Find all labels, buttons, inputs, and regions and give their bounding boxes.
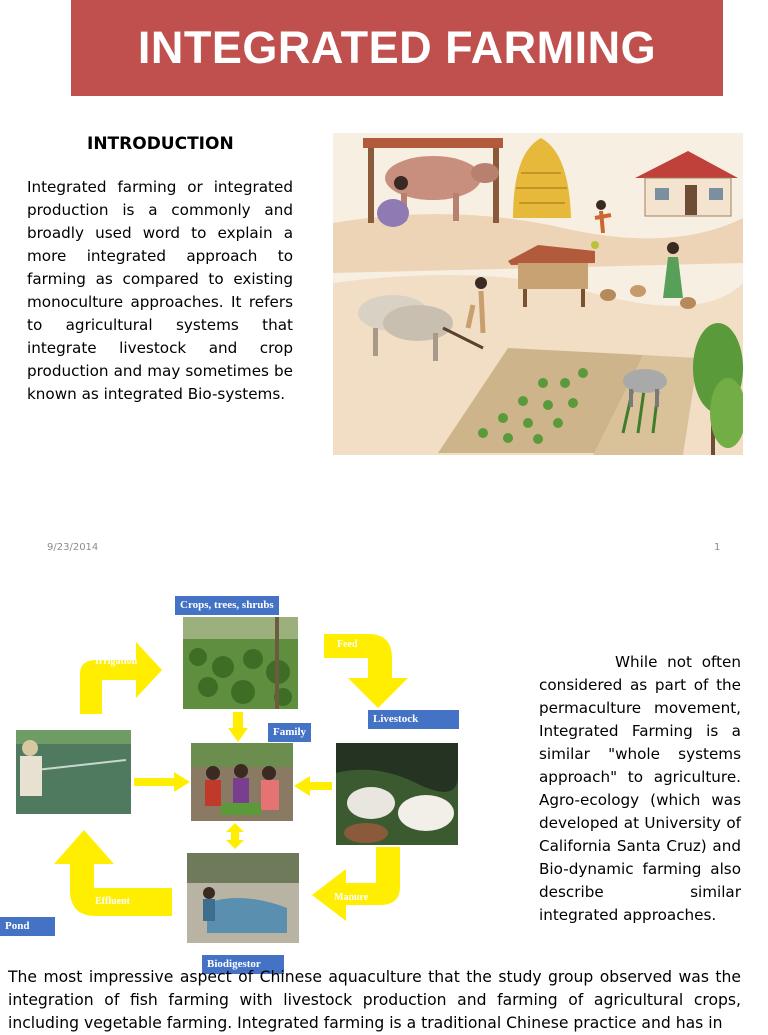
feed-arrow (322, 630, 412, 710)
side-paragraph-text: While not often considered as part of the permaculture movement, Integrated Farming is a similar "whole systems approach" to agriculture. Agro-ecology (which was developed at University of California Santa Cruz) and Bio-dynamic farming also describe similar integrated approaches. (539, 653, 741, 924)
family-photo (191, 743, 293, 821)
village-illustration (333, 133, 743, 455)
manure-arrow (310, 845, 405, 925)
farming-cycle-diagram (0, 590, 470, 980)
crops-tag: Crops, trees, shrubs (175, 596, 279, 615)
irrigation-arrow (76, 638, 166, 718)
crops-photo (183, 617, 298, 709)
feed-label: Feed (337, 639, 358, 650)
pond-tag: Pond (0, 917, 55, 936)
page-title: INTEGRATED FARMING (137, 22, 657, 73)
title-banner (71, 0, 723, 96)
manure-label: Manure (334, 892, 369, 903)
footer-page-number: 1 (714, 542, 721, 553)
biodigestor-photo (187, 853, 299, 943)
effluent-label: Effluent (95, 896, 130, 907)
livestock-to-family-arrow (294, 776, 332, 796)
intro-paragraph: Integrated farming or integrated production is a commonly and broadly used word to explain a more integrated approach to farming as compared to existing monoculture approaches. It refers to agricultural systems that integrate livestock and crop production and may sometimes be known as integrated Bio-systems. (27, 178, 293, 403)
livestock-photo (336, 743, 458, 845)
biodigestor-tag: Biodigestor (202, 955, 284, 974)
livestock-tag: Livestock (368, 710, 459, 729)
pond-photo (16, 730, 131, 814)
effluent-arrow (52, 828, 177, 923)
footer-date: 9/23/2014 (47, 542, 99, 553)
pond-to-family-arrow (134, 772, 190, 792)
side-paragraph (539, 651, 741, 927)
family-tag: Family (268, 723, 311, 742)
family-biodigestor-arrow (226, 823, 244, 849)
bottom-paragraph: The most impressive aspect of Chinese aquaculture that the study group observed was the integration of fish farming with livestock production and farming of agricultural crops, including vegetable farming. Integrated farming is a traditional Chinese practice and has in (8, 968, 741, 1032)
irrigation-label: Irrigation (95, 656, 138, 667)
intro-heading: INTRODUCTION (87, 134, 234, 154)
crops-to-family-arrow (228, 712, 248, 742)
